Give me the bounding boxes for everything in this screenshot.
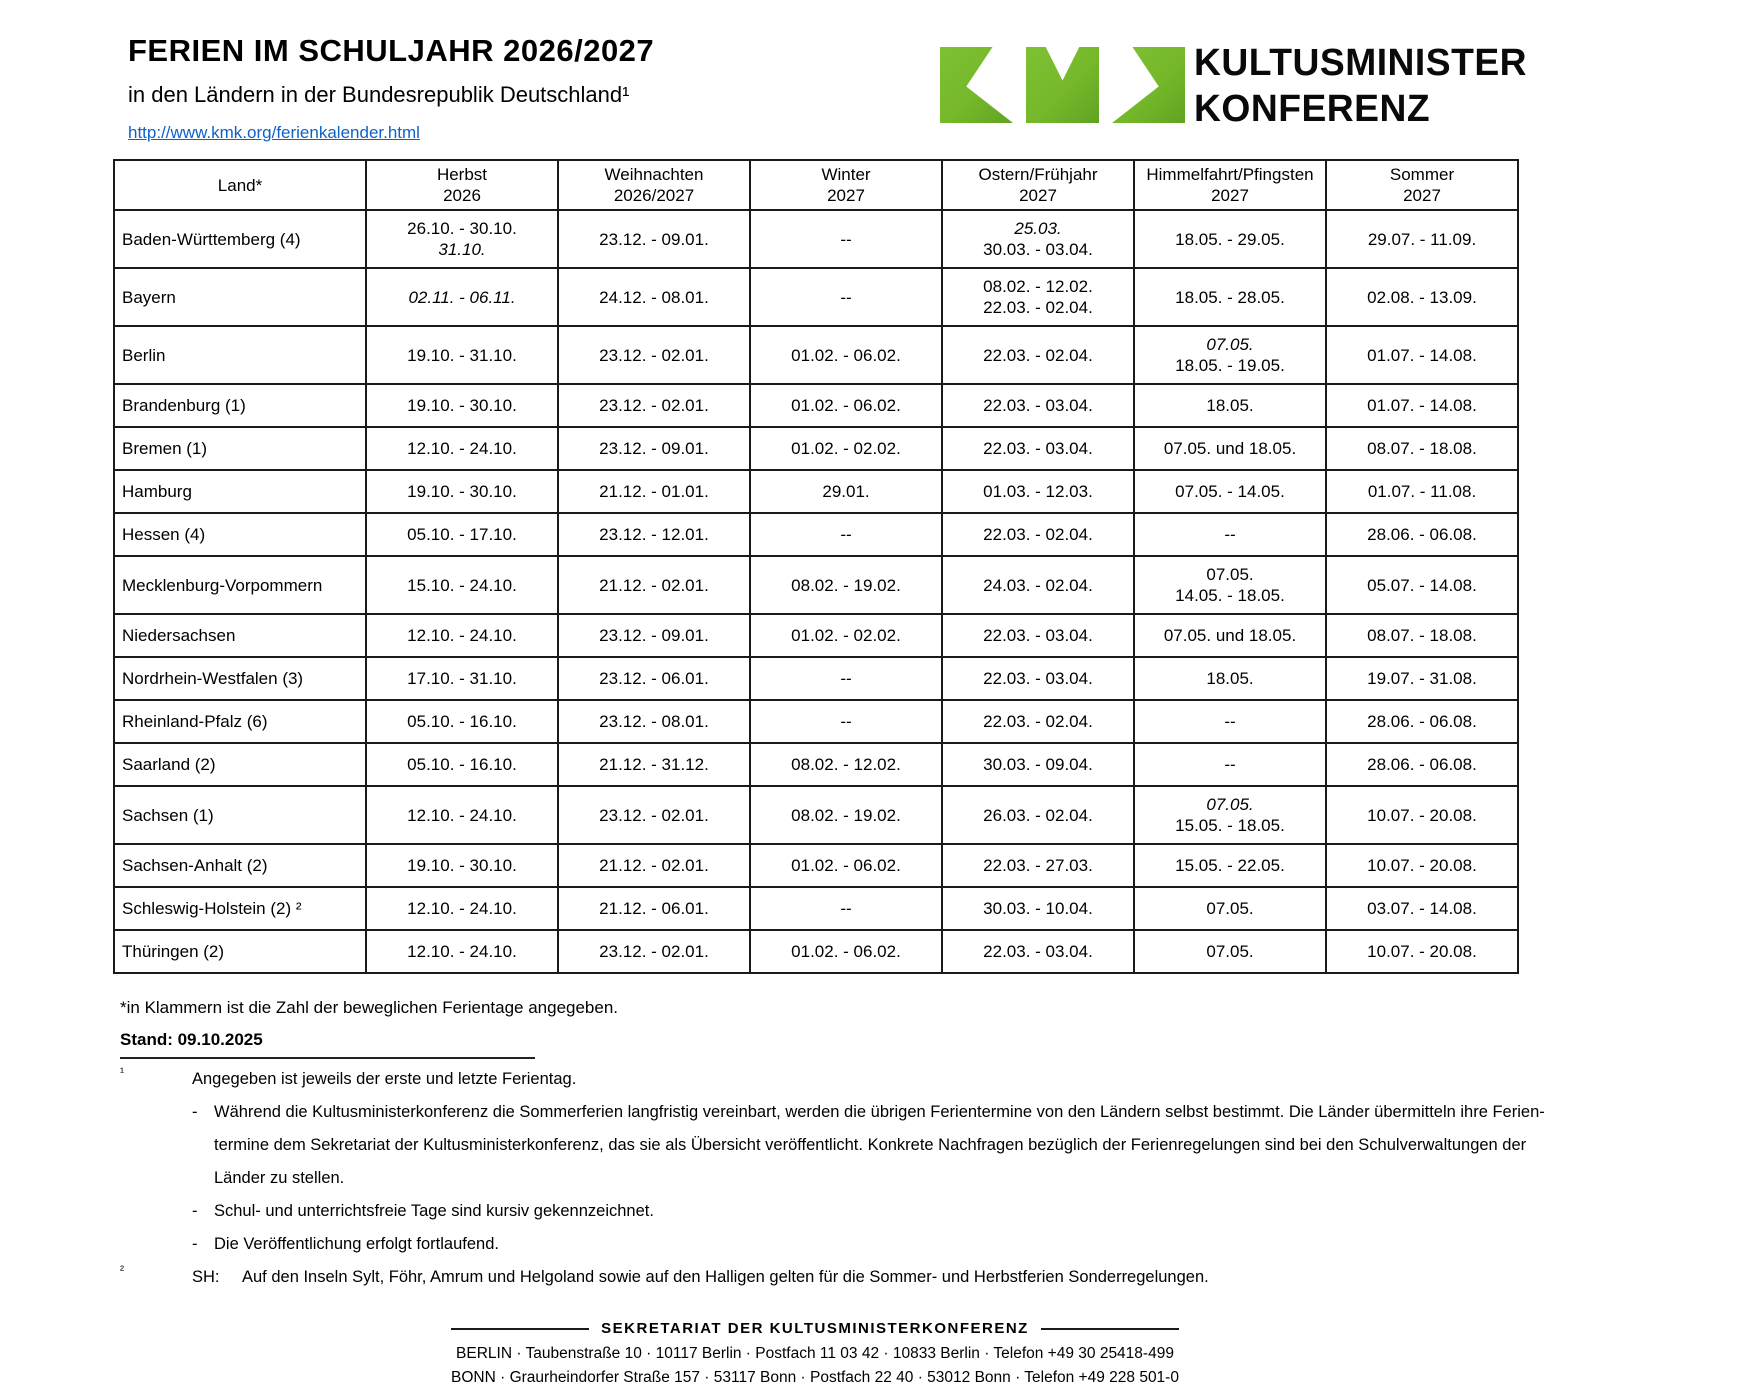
date-cell xyxy=(942,513,1134,556)
footer-address-berlin: BERLIN · Taubenstraße 10 · 10117 Berlin · Postfach 11 03 42 · 10833 Berlin · Telefon +49 30 25418-499 xyxy=(456,1345,1174,1362)
date-cell xyxy=(942,786,1134,844)
date-range: 01.02. - 06.02. xyxy=(791,345,901,365)
footnote-1-bullet-1-text xyxy=(214,1096,1545,1195)
date-range: 10.07. - 20.08. xyxy=(1367,805,1477,825)
date-range: 28.06. - 06.08. xyxy=(1367,712,1477,731)
date-range: 07.05. und 18.05. xyxy=(1163,626,1297,645)
date-cell xyxy=(1134,326,1326,384)
land-cell: Nordrhein-Westfalen (3) xyxy=(114,657,366,700)
date-cell xyxy=(942,614,1134,657)
date-range: 21.12. - 02.01. xyxy=(599,856,709,875)
date-range: 08.02. - 12.02. xyxy=(791,755,901,774)
footnote-2-sh-label: SH: xyxy=(192,1268,220,1286)
date-cell xyxy=(366,844,558,887)
date-range: 18.05. - 19.05. xyxy=(1175,356,1285,375)
date-range: 02.11. - 06.11. xyxy=(408,287,516,307)
date-range: 22.03. - 03.04. xyxy=(983,942,1093,961)
date-cell xyxy=(366,326,558,384)
date-range: 22.03. - 03.04. xyxy=(983,626,1093,645)
table-row xyxy=(114,614,1518,657)
date-range: -- xyxy=(1224,755,1236,774)
date-cell xyxy=(942,210,1134,268)
date-range: 14.05. - 18.05. xyxy=(1175,586,1285,605)
table-row xyxy=(114,513,1518,556)
date-range: 01.07. - 11.08. xyxy=(1367,482,1477,501)
date-range: 19.10. - 30.10. xyxy=(407,396,517,415)
date-range: 22.03. - 03.04. xyxy=(983,439,1093,458)
land-cell: Bremen (1) xyxy=(114,427,366,470)
date-range: 21.12. - 01.01. xyxy=(599,482,709,501)
land-cell: Saarland (2) xyxy=(114,743,366,786)
date-cell xyxy=(1134,844,1326,887)
date-cell xyxy=(1326,513,1518,556)
date-cell xyxy=(366,786,558,844)
date-cell xyxy=(1134,470,1326,513)
date-cell xyxy=(750,210,942,268)
page-subtitle: in den Ländern in der Bundesrepublik Deutschland¹ xyxy=(128,82,630,107)
footnote-1-bullet-3-text: Die Veröffentlichung erfolgt fortlaufend. xyxy=(214,1235,499,1253)
date-cell xyxy=(1326,268,1518,326)
date-range: 30.03. - 09.04. xyxy=(983,755,1093,774)
date-range: 15.05. - 18.05. xyxy=(1175,816,1285,835)
land-cell: Rheinland-Pfalz (6) xyxy=(114,700,366,743)
land-cell: Baden-Württemberg (4) xyxy=(114,210,366,268)
kmk-logo-m-icon xyxy=(1026,47,1099,123)
date-cell xyxy=(1326,930,1518,973)
date-range: 25.03. xyxy=(1014,219,1062,238)
date-range: 24.03. - 02.04. xyxy=(983,575,1093,595)
dash-marker: - xyxy=(192,1202,198,1220)
footnote-1-bullet-2 xyxy=(192,1195,1545,1228)
date-range: 05.10. - 17.10. xyxy=(407,525,517,544)
date-range: 07.05. xyxy=(1206,942,1254,961)
date-range: -- xyxy=(840,712,852,731)
date-range: 05.10. - 16.10. xyxy=(407,712,517,731)
date-cell xyxy=(1134,384,1326,427)
date-cell xyxy=(366,887,558,930)
date-range: 23.12. - 02.01. xyxy=(599,805,709,825)
date-range: 01.07. - 14.08. xyxy=(1367,396,1477,415)
date-cell xyxy=(558,844,750,887)
date-range: 29.07. - 11.09. xyxy=(1367,229,1477,249)
date-cell xyxy=(366,210,558,268)
date-range: 18.05. xyxy=(1206,396,1254,415)
date-range: 07.05. xyxy=(1206,335,1254,354)
date-cell xyxy=(942,657,1134,700)
date-range: -- xyxy=(840,899,852,918)
date-range: 26.10. - 30.10. xyxy=(407,219,517,238)
date-range: 21.12. - 02.01. xyxy=(599,575,709,595)
date-cell xyxy=(942,556,1134,614)
column-header: Herbst 2026 xyxy=(366,160,558,210)
date-range: 07.05. - 14.05. xyxy=(1175,482,1285,501)
date-cell xyxy=(942,326,1134,384)
land-cell: Thüringen (2) xyxy=(114,930,366,973)
date-range: 19.10. - 30.10. xyxy=(407,856,517,875)
footer-address-bonn: BONN · Graurheindorfer Straße 157 · 53117 Bonn · Postfach 22 40 · 53012 Bonn · Telefon +49 228 501-0 xyxy=(451,1369,1179,1386)
date-range: 10.07. - 20.08. xyxy=(1367,942,1477,961)
date-range: 01.02. - 02.02. xyxy=(791,626,901,645)
date-cell xyxy=(366,614,558,657)
date-cell xyxy=(750,657,942,700)
date-cell xyxy=(366,556,558,614)
kmk-logo-wordmark xyxy=(1194,40,1527,132)
date-cell xyxy=(942,844,1134,887)
footnote-2-text: Auf den Inseln Sylt, Föhr, Amrum und Helgoland sowie auf den Halligen gelten für die Sommer- und Herbstferien Sonderregelungen. xyxy=(242,1268,1209,1286)
date-range: 31.10. xyxy=(438,240,486,259)
footer-addresses xyxy=(113,1342,1517,1390)
land-cell: Mecklenburg-Vorpommern xyxy=(114,556,366,614)
date-range: 22.03. - 03.04. xyxy=(983,396,1093,415)
date-range: 19.10. - 30.10. xyxy=(407,482,517,501)
holiday-table-body xyxy=(114,210,1518,973)
footnote-2-content xyxy=(192,1261,1209,1294)
date-cell xyxy=(558,930,750,973)
date-range: 08.02. - 19.02. xyxy=(791,805,901,825)
land-cell: Hessen (4) xyxy=(114,513,366,556)
ferienkalender-link[interactable]: http://www.kmk.org/ferienkalender.html xyxy=(128,123,420,142)
date-cell xyxy=(366,384,558,427)
date-range: 10.07. - 20.08. xyxy=(1367,856,1477,875)
date-range: 18.05. - 28.05. xyxy=(1175,287,1285,307)
date-cell xyxy=(366,427,558,470)
date-range: 22.03. - 27.03. xyxy=(983,856,1093,875)
date-range: 21.12. - 06.01. xyxy=(599,899,709,918)
date-cell xyxy=(1134,513,1326,556)
land-cell: Schleswig-Holstein (2) ² xyxy=(114,887,366,930)
date-cell xyxy=(942,930,1134,973)
date-range: 08.07. - 18.08. xyxy=(1367,439,1477,458)
date-range: 21.12. - 31.12. xyxy=(599,755,709,774)
date-range: 12.10. - 24.10. xyxy=(407,942,517,961)
date-cell xyxy=(558,556,750,614)
date-range: 29.01. xyxy=(822,482,870,501)
dash-marker: - xyxy=(192,1103,198,1121)
date-cell xyxy=(366,743,558,786)
date-cell xyxy=(366,470,558,513)
date-cell xyxy=(750,268,942,326)
date-range: 01.02. - 02.02. xyxy=(791,439,901,458)
date-cell xyxy=(558,470,750,513)
date-cell xyxy=(1326,844,1518,887)
date-cell xyxy=(558,326,750,384)
date-range: 22.03. - 02.04. xyxy=(983,298,1093,317)
date-cell xyxy=(750,513,942,556)
date-range: 23.12. - 02.01. xyxy=(599,345,709,365)
date-cell xyxy=(1134,268,1326,326)
date-range: 18.05. xyxy=(1206,669,1254,688)
date-range: 30.03. - 03.04. xyxy=(983,240,1093,259)
date-range: 23.12. - 02.01. xyxy=(599,396,709,415)
footnote-separator xyxy=(120,1057,535,1059)
date-cell xyxy=(750,887,942,930)
date-range: 08.02. - 12.02. xyxy=(983,277,1093,296)
date-cell xyxy=(750,786,942,844)
date-cell xyxy=(1326,700,1518,743)
date-cell xyxy=(942,427,1134,470)
date-range: 23.12. - 02.01. xyxy=(599,942,709,961)
date-range: 17.10. - 31.10. xyxy=(407,669,517,688)
date-cell xyxy=(750,470,942,513)
date-range: 02.08. - 13.09. xyxy=(1367,287,1477,307)
table-row xyxy=(114,427,1518,470)
date-cell xyxy=(558,210,750,268)
table-row xyxy=(114,700,1518,743)
date-range: -- xyxy=(1224,712,1236,731)
date-cell xyxy=(1326,210,1518,268)
date-cell xyxy=(750,556,942,614)
date-range: 22.03. - 03.04. xyxy=(983,669,1093,688)
date-cell xyxy=(1134,614,1326,657)
column-header: Himmelfahrt/Pfingsten 2027 xyxy=(1134,160,1326,210)
date-range: 23.12. - 12.01. xyxy=(599,525,709,544)
table-row xyxy=(114,326,1518,384)
date-cell xyxy=(366,513,558,556)
date-cell xyxy=(366,930,558,973)
footnote-1-bullet-1 xyxy=(192,1096,1545,1195)
footnote-1-marker: ¹ xyxy=(120,1065,124,1079)
column-header: Weihnachten 2026/2027 xyxy=(558,160,750,210)
date-range: -- xyxy=(840,525,852,544)
date-cell xyxy=(1134,700,1326,743)
table-row xyxy=(114,268,1518,326)
date-range: 23.12. - 06.01. xyxy=(599,669,709,688)
date-range: 01.07. - 14.08. xyxy=(1367,345,1477,365)
footnote-1-bullet-2-text: Schul- und unterrichtsfreie Tage sind kursiv gekennzeichnet. xyxy=(214,1202,654,1220)
date-cell xyxy=(942,743,1134,786)
date-cell xyxy=(942,887,1134,930)
table-row xyxy=(114,887,1518,930)
land-cell: Bayern xyxy=(114,268,366,326)
date-cell xyxy=(558,268,750,326)
date-range: 08.07. - 18.08. xyxy=(1367,626,1477,645)
date-range: -- xyxy=(840,669,852,688)
date-cell xyxy=(558,513,750,556)
footnote-1 xyxy=(120,1063,1755,1261)
footnote-1-content xyxy=(192,1063,1545,1261)
date-range: 15.05. - 22.05. xyxy=(1175,856,1285,875)
date-cell xyxy=(942,700,1134,743)
date-cell xyxy=(558,657,750,700)
table-header-row xyxy=(114,160,1518,210)
column-header: Ostern/Frühjahr 2027 xyxy=(942,160,1134,210)
footnote-1-text: Angegeben ist jeweils der erste und letzte Ferientag. xyxy=(192,1070,577,1088)
date-range: 19.07. - 31.08. xyxy=(1367,669,1477,688)
kmk-logo-icon xyxy=(940,47,1185,123)
column-header: Winter 2027 xyxy=(750,160,942,210)
date-cell xyxy=(750,326,942,384)
footnotes-section xyxy=(120,998,1755,1294)
date-cell xyxy=(942,470,1134,513)
date-range: 07.05. und 18.05. xyxy=(1163,439,1297,458)
stand-date: Stand: 09.10.2025 xyxy=(120,1030,263,1049)
date-range: 12.10. - 24.10. xyxy=(407,626,517,645)
column-header: Land* xyxy=(114,160,366,210)
date-cell xyxy=(1134,930,1326,973)
date-range: 28.06. - 06.08. xyxy=(1367,755,1477,774)
document-footer xyxy=(113,1320,1517,1390)
table-row xyxy=(114,786,1518,844)
date-range: -- xyxy=(840,229,852,249)
date-range: 08.02. - 19.02. xyxy=(791,575,901,595)
date-range: 01.03. - 12.03. xyxy=(983,482,1093,501)
date-cell xyxy=(1326,657,1518,700)
date-range: 22.03. - 02.04. xyxy=(983,345,1093,365)
kmk-wordmark-line2: KONFERENZ xyxy=(1194,88,1431,130)
table-row xyxy=(114,657,1518,700)
date-cell xyxy=(1326,427,1518,470)
date-cell xyxy=(750,384,942,427)
date-range: 07.05. xyxy=(1206,795,1254,814)
dash-marker: - xyxy=(192,1235,198,1253)
date-cell xyxy=(366,700,558,743)
date-range: 28.06. - 06.08. xyxy=(1367,525,1477,544)
footer-title: SEKRETARIAT DER KULTUSMINISTERKONFERENZ xyxy=(601,1320,1029,1337)
holiday-table xyxy=(113,159,1519,974)
date-cell xyxy=(558,743,750,786)
date-cell xyxy=(366,657,558,700)
footnote-2-marker: ² xyxy=(120,1263,124,1277)
date-cell xyxy=(558,384,750,427)
date-cell xyxy=(366,268,558,326)
table-row xyxy=(114,470,1518,513)
klammern-note: *in Klammern ist die Zahl der beweglichen Ferientage angegeben. xyxy=(120,998,619,1017)
table-row xyxy=(114,210,1518,268)
page-title: FERIEN IM SCHULJAHR 2026/2027 xyxy=(128,33,655,68)
date-cell xyxy=(750,930,942,973)
date-cell xyxy=(1134,427,1326,470)
bullet-line: Während die Kultusministerkonferenz die Sommerferien langfristig vereinbart, werden die übrigen Ferientermine von den Ländern selbst bestimmt. Die Länder übermitteln ihre Ferien- xyxy=(214,1103,1545,1121)
date-cell xyxy=(750,614,942,657)
date-cell xyxy=(1134,556,1326,614)
date-cell xyxy=(1134,743,1326,786)
footnote-1-bullet-3 xyxy=(192,1228,1545,1261)
date-cell xyxy=(1326,786,1518,844)
land-cell: Niedersachsen xyxy=(114,614,366,657)
bullet-line: termine dem Sekretariat der Kultusministerkonferenz, das sie als Übersicht veröffentlicht. Konkrete Nachfragen bezüglich der Ferienregelungen sind bei den Schulverwaltungen der xyxy=(214,1136,1527,1154)
date-range: 30.03. - 10.04. xyxy=(983,899,1093,918)
date-range: 22.03. - 02.04. xyxy=(983,712,1093,731)
date-cell xyxy=(558,614,750,657)
footnote-2 xyxy=(120,1261,1755,1294)
date-cell xyxy=(942,384,1134,427)
table-row xyxy=(114,930,1518,973)
date-range: 12.10. - 24.10. xyxy=(407,899,517,918)
date-range: 01.02. - 06.02. xyxy=(791,396,901,415)
date-range: 19.10. - 31.10. xyxy=(407,345,517,365)
footer-rule-right xyxy=(1041,1328,1179,1330)
date-cell xyxy=(750,700,942,743)
kmk-logo-k1-icon xyxy=(940,47,1013,123)
date-range: 23.12. - 08.01. xyxy=(599,712,709,731)
table-row xyxy=(114,556,1518,614)
date-cell xyxy=(558,700,750,743)
date-cell xyxy=(1326,384,1518,427)
bullet-line: Länder zu stellen. xyxy=(214,1169,345,1187)
footer-rule-left xyxy=(451,1328,589,1330)
date-cell xyxy=(750,844,942,887)
date-cell xyxy=(942,268,1134,326)
column-header: Sommer 2027 xyxy=(1326,160,1518,210)
date-range: 05.10. - 16.10. xyxy=(407,755,517,774)
date-cell xyxy=(1326,614,1518,657)
date-cell xyxy=(1326,887,1518,930)
date-range: 03.07. - 14.08. xyxy=(1367,899,1477,918)
date-cell xyxy=(1134,657,1326,700)
land-cell: Hamburg xyxy=(114,470,366,513)
date-range: 23.12. - 09.01. xyxy=(599,626,709,645)
date-range: 05.07. - 14.08. xyxy=(1367,575,1477,595)
date-range: 01.02. - 06.02. xyxy=(791,856,901,875)
date-range: 01.02. - 06.02. xyxy=(791,942,901,961)
date-cell xyxy=(558,887,750,930)
land-cell: Brandenburg (1) xyxy=(114,384,366,427)
date-cell xyxy=(558,427,750,470)
date-range: 15.10. - 24.10. xyxy=(407,575,517,595)
date-range: -- xyxy=(840,287,852,307)
date-range: 23.12. - 09.01. xyxy=(599,439,709,458)
date-cell xyxy=(1326,470,1518,513)
date-range: 22.03. - 02.04. xyxy=(983,525,1093,544)
land-cell: Sachsen-Anhalt (2) xyxy=(114,844,366,887)
table-row xyxy=(114,844,1518,887)
land-cell: Berlin xyxy=(114,326,366,384)
date-range: 12.10. - 24.10. xyxy=(407,439,517,458)
kmk-wordmark-line1: KULTUSMINISTER xyxy=(1194,42,1528,84)
kmk-logo-k2-icon xyxy=(1112,47,1185,123)
date-range: 18.05. - 29.05. xyxy=(1175,229,1285,249)
table-row xyxy=(114,743,1518,786)
date-cell xyxy=(1134,887,1326,930)
date-range: 12.10. - 24.10. xyxy=(407,805,517,825)
date-range: 23.12. - 09.01. xyxy=(599,229,709,249)
date-cell xyxy=(750,427,942,470)
date-range: 07.05. xyxy=(1206,899,1254,918)
date-cell xyxy=(1134,210,1326,268)
date-range: -- xyxy=(1224,525,1236,544)
date-cell xyxy=(558,786,750,844)
date-cell xyxy=(1326,326,1518,384)
date-cell xyxy=(1134,786,1326,844)
footer-title-row xyxy=(113,1320,1517,1337)
date-range: 07.05. xyxy=(1206,565,1254,584)
table-row xyxy=(114,384,1518,427)
date-cell xyxy=(1326,743,1518,786)
land-cell: Sachsen (1) xyxy=(114,786,366,844)
date-cell xyxy=(750,743,942,786)
date-range: 24.12. - 08.01. xyxy=(599,287,709,307)
date-cell xyxy=(1326,556,1518,614)
date-range: 26.03. - 02.04. xyxy=(983,805,1093,825)
